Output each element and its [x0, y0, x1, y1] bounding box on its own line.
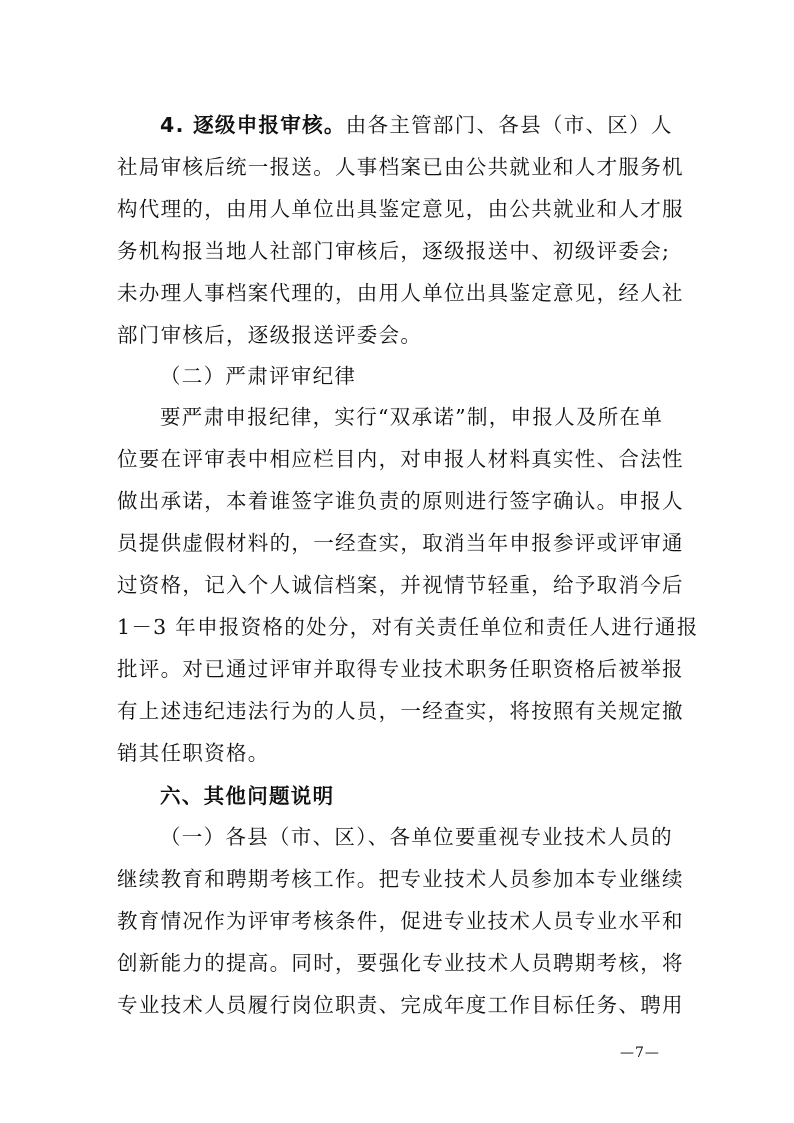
paragraph-line: 1－3 年申报资格的处分，对有关责任单位和责任人进行通报	[117, 615, 699, 639]
paragraph-line: 教育情况作为评审考核条件，促进专业技术人员专业水平和	[117, 909, 684, 933]
section-heading: 六、其他问题说明	[160, 784, 335, 808]
paragraph-line: 专业技术人员履行岗位职责、完成年度工作目标任务、聘用	[117, 993, 684, 1017]
paragraph-line: 社局审核后统一报送。人事档案已由公共就业和人才服务机	[117, 155, 684, 179]
paragraph-line: 员提供虚假材料的，一经查实，取消当年申报参评或评审通	[117, 531, 684, 555]
subsection-heading: 4. 逐级申报审核。	[160, 113, 346, 137]
paragraph-line: 销其任职资格。	[117, 741, 270, 765]
paragraph-line: 位要在评审表中相应栏目内，对申报人材料真实性、合法性	[117, 447, 684, 471]
paragraph-line: 要严肃申报纪律，实行“双承诺”制，申报人及所在单	[160, 405, 664, 429]
paragraph-line: 继续教育和聘期考核工作。把专业技术人员参加本专业继续	[117, 867, 684, 891]
paragraph-line: 构代理的，由用人单位出具鉴定意见，由公共就业和人才服	[117, 197, 684, 221]
paragraph-line: 未办理人事档案代理的，由用人单位出具鉴定意见，经人社	[117, 281, 684, 305]
paragraph-line: 部门审核后，逐级报送评委会。	[117, 323, 423, 347]
paragraph-line: 过资格，记入个人诚信档案，并视情节轻重，给予取消今后	[117, 573, 684, 597]
paragraph-line: （一）各县（市、区）、各单位要重视专业技术人员的	[160, 825, 673, 849]
paragraph-line: 做出承诺，本着谁签字谁负责的原则进行签字确认。申报人	[117, 489, 684, 513]
paragraph-text: 由各主管部门、各县（市、区）人	[345, 113, 673, 137]
paragraph-line: 有上述违纪违法行为的人员，一经查实，将按照有关规定撤	[117, 699, 684, 723]
paragraph-line: 创新能力的提高。同时，要强化专业技术人员聘期考核，将	[117, 951, 684, 975]
page-number: —7—	[620, 1045, 660, 1061]
section-heading: （二）严肃评审纪律	[160, 364, 357, 388]
paragraph-line: 务机构报当地人社部门审核后，逐级报送中、初级评委会;	[117, 239, 671, 263]
paragraph-line	[160, 112, 673, 138]
paragraph-line: 批评。对已通过评审并取得专业技术职务任职资格后被举报	[117, 657, 684, 681]
